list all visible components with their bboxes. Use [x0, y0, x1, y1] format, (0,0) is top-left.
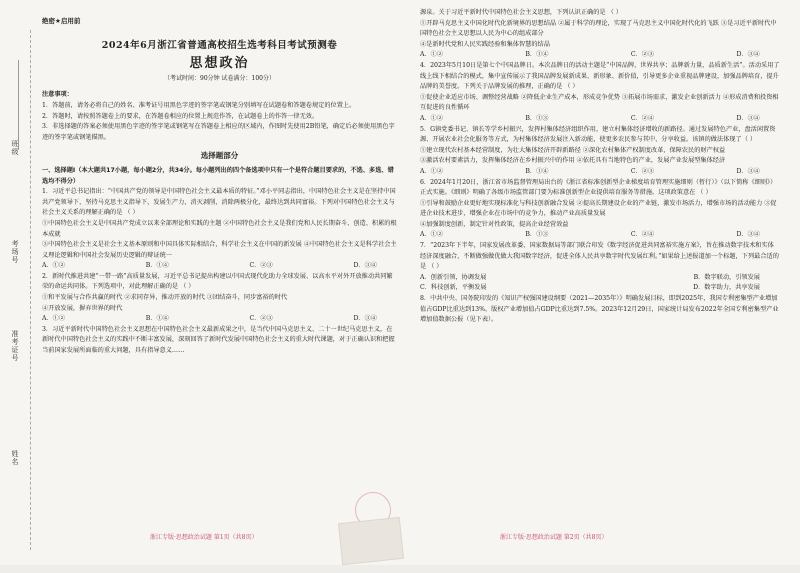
question-6-item: ①引导和鼓励企业更好地实现标准化与科技创新融合发展 ②提高长期建设企业的产业链，激发市场活力，增强市场的活动能力 ③促进企业技术进步，增强企业在市场中的竞争力，推动产业高质量发展 [420, 199, 777, 218]
exam-room-label: 考场号 [11, 240, 19, 264]
exam-title: 2024年6月浙江省普通高校招生选考科目考试预测卷 [101, 39, 338, 51]
option-a[interactable]: A．创新引领，协调发展 [420, 273, 487, 281]
question-3-options [420, 50, 780, 61]
class-label: 班级 [11, 140, 19, 156]
option-d[interactable]: D．③④ [353, 262, 377, 270]
note-item: 2．答题时，请按照答题卷上的要求，在答题卷相应的位置上规范作答，在试题卷上的作答一律无效。 [42, 112, 319, 120]
question-2: 2．新时代推进共建“一带一路”高质量发展，习近平总书记提出构建以中国式现代化助力全球发展、以高水平对外开放推动共同繁荣的命运共同体。下列选项中，对此理解正确的是 （ ） [42, 272, 393, 291]
paper-fold [338, 517, 404, 565]
option-c[interactable]: C．②③ [630, 167, 655, 175]
section-heading: 一、选择题Ⅰ（本大题共17小题，每小题2分，共34分。每小题列出的四个备选项中只有一个是符合题目要求的，不选、多选、错选均不得分） [42, 166, 394, 185]
option-a[interactable]: A．①② [420, 51, 444, 59]
part-title: 选择题部分 [200, 151, 239, 161]
option-d[interactable]: D．③④ [736, 51, 760, 59]
option-c[interactable]: C．科技创新，平衡发展 [420, 284, 487, 292]
option-b[interactable]: B．①④ [145, 315, 169, 323]
option-a[interactable]: A．①② [42, 315, 66, 323]
question-4-options [420, 114, 780, 125]
admission-number-label: 准考证号 [11, 330, 19, 362]
question-3: 3．习近平新时代中国特色社会主义思想在中国特色社会主义最新成果之中，是当代中国马克思主义、二十一世纪马克思主义，在新时代中国特色社会主义的实践中不断丰富发展，深刻回答了新时代发展中国特色社会主义的重大时代课题，对于正确认识和把握当前国家发展所面临的重大问题，具有指导意义…… [42, 325, 395, 355]
question-1: 1．习近平总书记指出：“中国共产党的领导是中国特色社会主义最本质的特征。”邓小平同志指出，中国特色社会主义是在坚持中国共产党领导下，坚持马克思主义指导下，发展生产力，消灭剥削，消除两极分化，最终达到共同富裕。下列对中国特色社会主义与社会主义关系的理解正确的是 （ ） [42, 188, 396, 217]
note-item: 1．答题前，请务必将自己的姓名、准考证号用黑色字迹的签字笔或钢笔分别填写在试题卷和答题卷规定的位置上。 [42, 101, 356, 109]
option-b[interactable]: B．①④ [525, 51, 549, 59]
question-1-item: ③中国特色社会主义是社会主义基本原则和中国具体实际相结合，科学社会主义在中国的新发展 ④中国特色社会主义是科学社会主义理论逻辑和中国社会发展历史逻辑的辩证统一 [42, 241, 397, 259]
option-d[interactable]: D．数字助力，共享发展 [693, 284, 760, 292]
option-d[interactable]: D．③④ [736, 167, 760, 175]
option-a[interactable]: A．①② [420, 114, 444, 122]
question-3-item: ①开辟马克思主义中国化时代化新境界的思想结晶 ②属于科学的理论，实现了马克思主义中国化时代化的飞跃 ③是习近平新时代中国特色社会主义思想以人民为中心的组成部分 [420, 19, 777, 38]
question-2-item: ①和平发展与合作共赢的时代 ②求同存异，推动开放的时代 ③团结奋斗，同步富裕的时代 [42, 294, 288, 302]
option-b[interactable]: B．①④ [525, 167, 549, 175]
question-3-continued: 源泉。关于习近平新时代中国特色社会主义思想，下列认识正确的是 （ ） [420, 9, 622, 16]
question-4-item: ①促使企业适应市场、调整经营战略 ②降低企业生产成本，形成竞争优势 ③拓展市场需求，激发企业创新活力 ④形成消费和投资相互促进的良性循环 [420, 93, 779, 112]
question-4: 4．2023年5月10日是第七个中国品牌日。本次品牌日的活动主题是“中国品牌，世界共享；品牌新力量，品质新生活”。活动采用了线上线下相结合的模式，集中宣传展示了我国品牌发展新成果、新形象、新价值，引导更多企业重视品牌建设，加强品牌培育，提升品牌的美誉度。下列关于品牌发展的推理，正确的是 （ ） [420, 61, 780, 91]
secret-marker: 绝密★启用前 [42, 17, 81, 25]
option-c[interactable]: C．②④ [630, 231, 655, 239]
question-8: 8．中共中央、国务院印发的《知识产权强国建设纲要（2021—2035年）》明确发展目标，即到2025年，我国专利密集型产业增加值占GDP比重达到13%，版权产业增加值占GDP比重达到7.5%。2023年12月29日，国家统计局发布2022年全国专利密集型产业增加值数据公报（见下表）。 [420, 295, 779, 324]
question-7-options-row2 [420, 283, 780, 294]
question-7-options-row1 [420, 273, 780, 284]
question-6-item: ④加强制度创新，制定针对性政策，提高企业经营效益 [420, 220, 569, 228]
question-7: 7．“2023年下半年，国家发展改革委、国家数据局等部门联合印发《数字经济促进共同富裕实施方案》，旨在推动数字技术和实体经济深度融合，不断做强做优做大我国数字经济，促进全体人民共享数字时代发展红利。”如果给上述报道加一个标题，下列最合适的是 （ ） [420, 242, 779, 271]
cut-line [30, 30, 31, 550]
option-b[interactable]: B．①③ [525, 114, 549, 122]
question-1-item: ①中国特色社会主义是中国共产党成立以来全部理论和实践的主题 ②中国特色社会主义是我们党和人民长期奋斗、创造、积累的根本成就 [42, 219, 397, 238]
question-5: 5．G镇党委书记、镇长等学乡村振兴，发挥村集体经济组织作用，建立村集体经济增收的新路径。通过发展特色产业，盘活闲置资源、开展农业社会化服务等方式，为村集体经济发展注入新动能，使更多农民参与其中、分享收益。该镇的做法体现了（ ） [420, 125, 776, 144]
option-b[interactable]: B．①③ [525, 231, 549, 239]
footer-page-1: 浙江专版·思想政治试题 第1页（共8页） [150, 534, 258, 541]
notes-title: 注意事项： [42, 91, 73, 99]
exam-meta: （考试时间：90分钟 试卷满分：100分） [164, 74, 275, 82]
subject-title: 思想政治 [189, 56, 250, 72]
name-label: 姓名 [11, 450, 19, 466]
question-2-options [42, 314, 397, 325]
binding-line [18, 60, 19, 150]
question-3-item: ④是新时代党和人民实践经验和集体智慧的结晶 [420, 40, 550, 48]
option-a[interactable]: A．①② [42, 262, 66, 270]
option-c[interactable]: C．②④ [630, 114, 655, 122]
option-d[interactable]: D．③④ [353, 315, 377, 323]
question-2-item: ④开放发展，摒弃世界的时代 [42, 304, 123, 312]
question-6-options [420, 230, 780, 241]
option-c[interactable]: C．②③ [249, 315, 273, 323]
question-1-options [42, 261, 397, 272]
page-2 [420, 8, 780, 326]
option-b[interactable]: B．数字联动，引领发展 [693, 273, 760, 281]
option-a[interactable]: A．①② [420, 231, 444, 239]
binding-margin [0, 0, 46, 565]
question-5-options [420, 167, 780, 178]
note-item: 3．非选择题的答案必须使用黑色字迹的签字笔或钢笔写在答题卷上相应的区域内，作图时先使用2B铅笔，确定后必须使用黑色字迹的签字笔或钢笔描黑。 [42, 123, 395, 141]
option-b[interactable]: B．①④ [145, 262, 169, 270]
option-a[interactable]: A．①② [420, 167, 444, 175]
question-5-item: ③激活农村要素活力，发挥集体经济在乡村振兴中的作用 ④依托具有当地特色的产业，发展产业发展型集体经济 [420, 157, 726, 165]
option-c[interactable]: C．②③ [249, 262, 273, 270]
question-5-item: ①建立现代农村基本经营制度，为壮大集体经济开辟新路径 ②深化农村集体产权制度改革，保障农民的财产权益 [420, 146, 726, 154]
option-d[interactable]: D．③④ [736, 231, 760, 239]
option-c[interactable]: C．②③ [630, 51, 655, 59]
page-1 [42, 8, 397, 357]
option-d[interactable]: D．③④ [736, 114, 760, 122]
footer-page-2: 浙江专版·思想政治试题 第2页（共8页） [500, 534, 608, 541]
question-6: 6．2024年1月20日，浙江省市场监督管理局出台的《浙江省标准创新型企业梯度培育管理实施细则（暂行）》（以下简称《细则》）正式实施。《细则》明确了各级市场监管部门要为标准创新型企业提供培育服务等措施。这项政策意在 （ ） [420, 178, 777, 197]
